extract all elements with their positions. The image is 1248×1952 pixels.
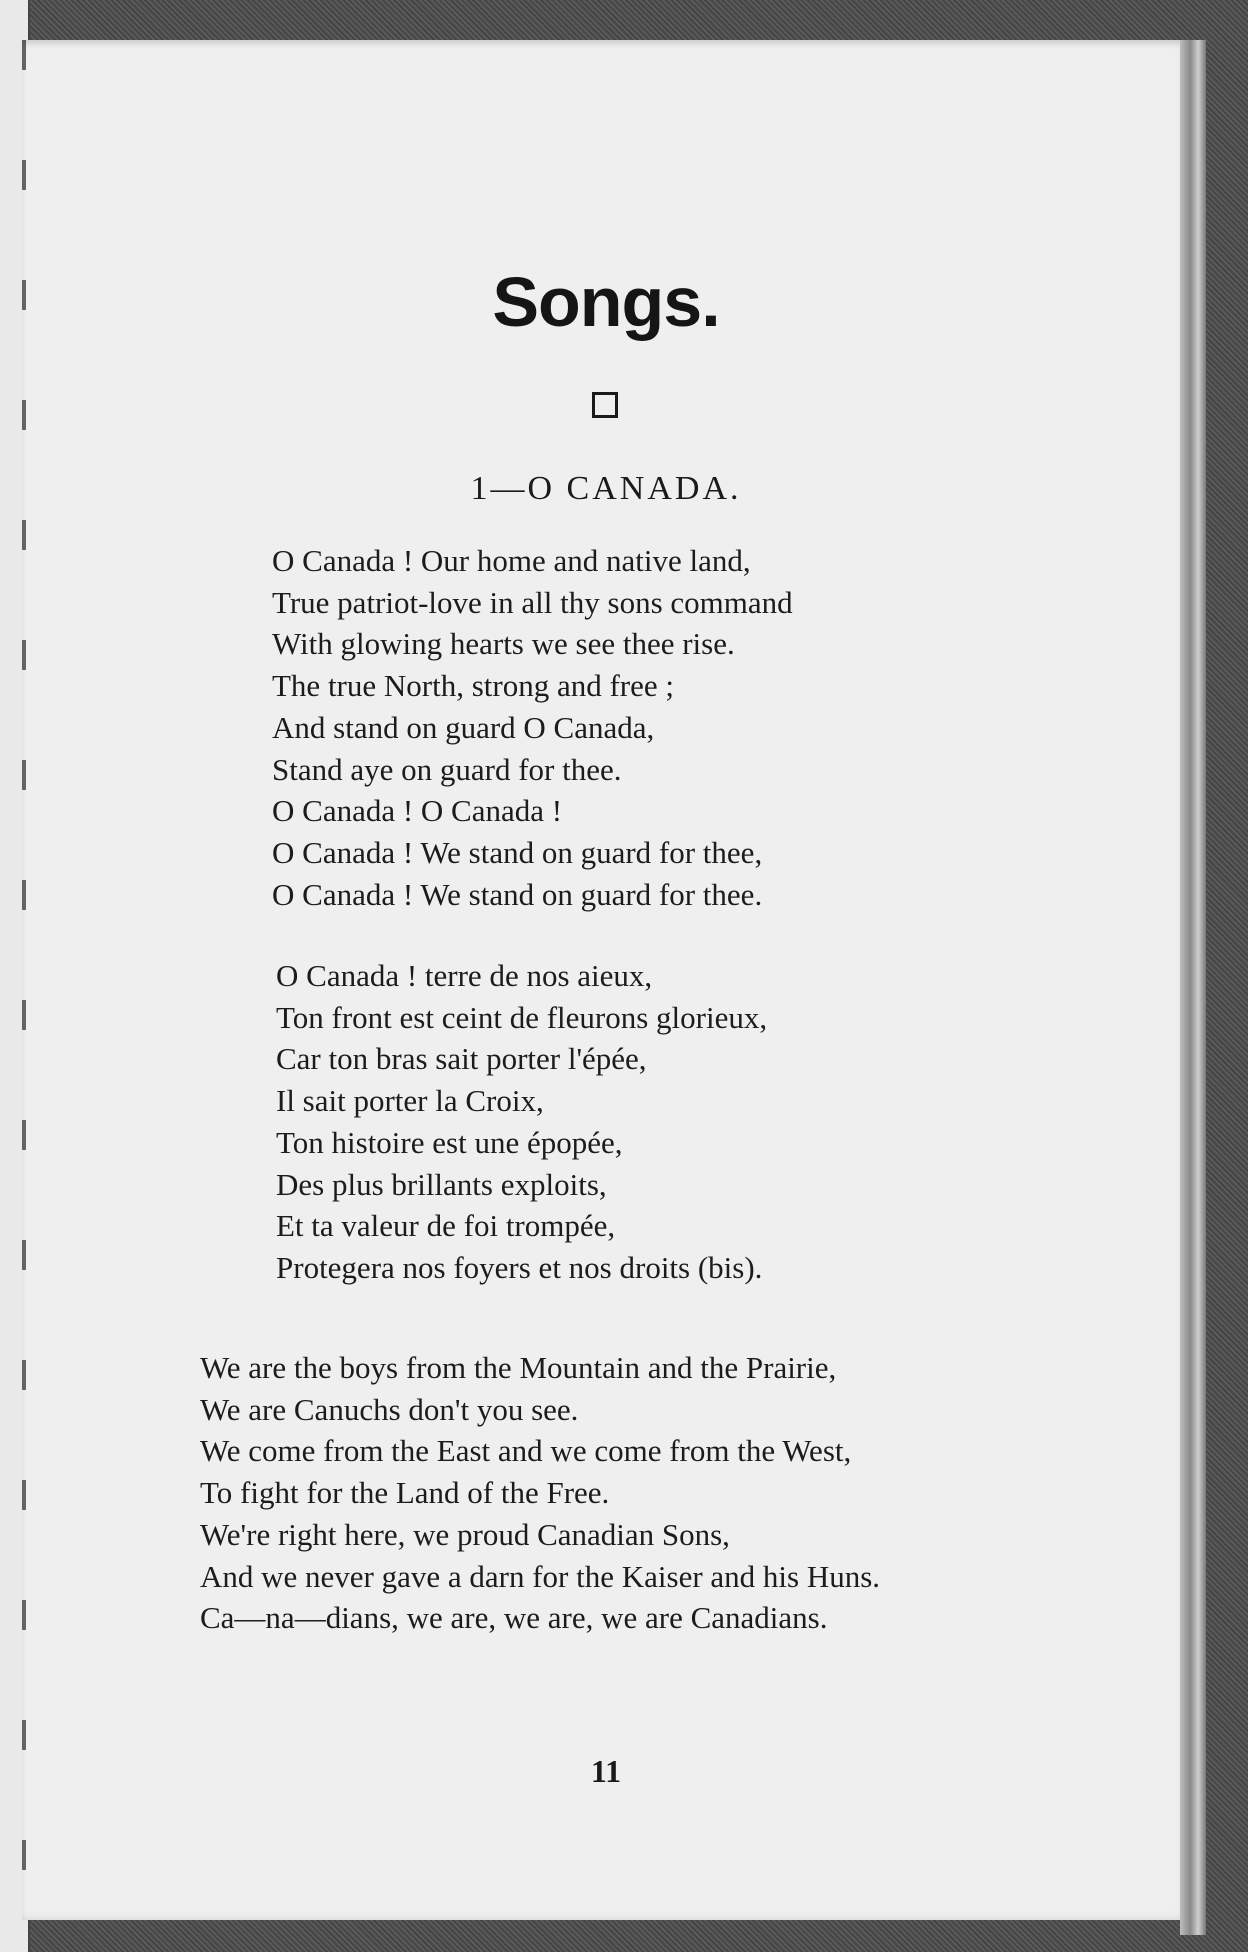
stanza-chorus <box>200 1347 880 1639</box>
verse-line: O Canada ! We stand on guard for thee. <box>272 876 763 912</box>
verse-line: To fight for the Land of the Free. <box>200 1475 610 1511</box>
verse-line: We're right here, we proud Canadian Sons, <box>200 1516 730 1552</box>
verse-line: Et ta valeur de foi trompée, <box>276 1208 616 1244</box>
song-title: 1—O CANADA. <box>470 470 742 507</box>
verse-line: We come from the East and we come from the West, <box>200 1433 852 1469</box>
verse-line: O Canada ! We stand on guard for thee, <box>272 834 763 870</box>
verse-line: The true North, strong and free ; <box>272 668 675 704</box>
verse-line: Ca—na—dians, we are, we are, we are Canadians. <box>200 1600 828 1636</box>
verse-line: With glowing hearts we see thee rise. <box>272 626 735 662</box>
verse-line: Ton front est ceint de fleurons glorieux, <box>276 999 768 1035</box>
verse-line: We are Canuchs don't you see. <box>200 1391 579 1427</box>
verse-line: Il sait porter la Croix, <box>276 1083 544 1119</box>
verse-line: O Canada ! terre de nos aieux, <box>276 958 653 993</box>
page-heading: Songs. <box>492 263 720 341</box>
verse-line: And we never gave a darn for the Kaiser and his Huns. <box>200 1558 881 1594</box>
verse-line: O Canada ! Our home and native land, <box>272 543 751 578</box>
verse-line: We are the boys from the Mountain and the Prairie, <box>200 1350 837 1385</box>
verse-line: And stand on guard O Canada, <box>272 709 655 745</box>
verse-line: O Canada ! O Canada ! <box>272 793 563 829</box>
verse-line: Des plus brillants exploits, <box>276 1166 607 1202</box>
verse-line: Protegera nos foyers et nos droits (bis). <box>276 1249 763 1285</box>
stanza-english <box>272 540 793 915</box>
verse-line: Car ton bras sait porter l'épée, <box>276 1041 647 1077</box>
verse-line: True patriot-love in all thy sons command <box>272 584 793 620</box>
verse-line: Stand aye on guard for thee. <box>272 751 622 787</box>
square-ornament-icon <box>592 392 618 418</box>
page-number: 11 <box>590 1753 622 1789</box>
verse-line: Ton histoire est une épopée, <box>276 1124 623 1160</box>
stanza-french <box>276 955 767 1289</box>
